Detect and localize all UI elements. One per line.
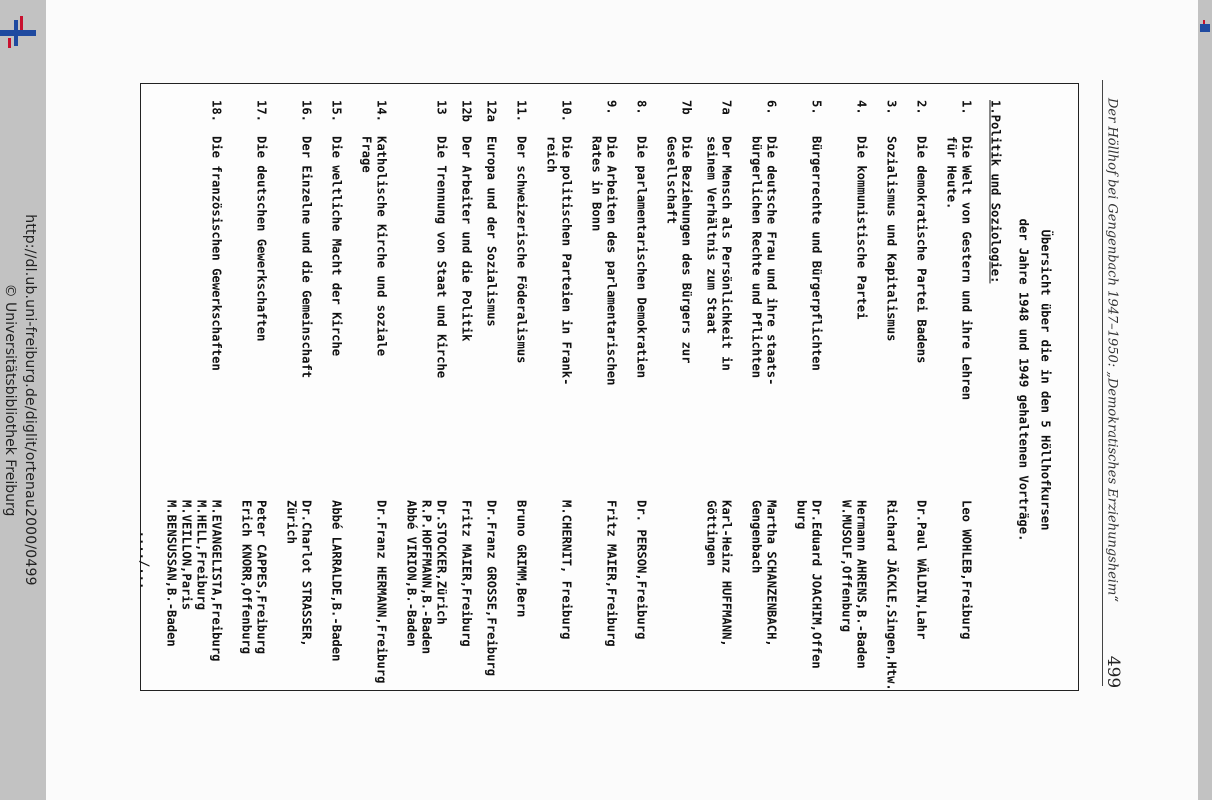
topic-line: Die parlamentarischen Demokratien — [634, 136, 648, 379]
entry-speakers — [703, 500, 733, 660]
speaker-line: Dr.Eduard JOACHIM,Offen — [809, 500, 823, 669]
speaker-line: Bruno GRIMM,Bern — [514, 500, 528, 618]
topic-line: Die demokratische Partei Badens — [914, 136, 928, 364]
entry-speakers — [588, 500, 618, 660]
entry-speakers — [913, 500, 928, 660]
entry-speakers — [943, 500, 973, 660]
speaker-line: Martha SCHANZENBACH, — [764, 500, 778, 647]
speaker-line: Dr.Franz GROSSE,Freiburg — [484, 500, 498, 677]
entry-topic — [358, 136, 388, 500]
entry-number: 10. — [559, 100, 573, 123]
entry-topic — [513, 136, 528, 500]
entry-topic — [663, 136, 693, 500]
entry-topic — [403, 136, 448, 500]
typescript-content — [137, 84, 1078, 691]
entry-speakers — [748, 500, 778, 660]
topic-line: Sozialismus und Kapitalismus — [884, 136, 898, 342]
entry-number: 12b — [459, 100, 473, 123]
entry-speakers — [283, 500, 313, 660]
speaker-line: Fritz MAIER,Freiburg — [604, 500, 618, 647]
topic-line: Die französischen Gewerkschaften — [209, 136, 223, 371]
topic-line: Bürgerrechte und Bürgerpflichten — [809, 136, 823, 371]
speaker-line: Richard JÄCKLE,Singen,Htw. — [884, 500, 898, 691]
document-title — [1012, 100, 1056, 660]
topic-line: Gesellschaft — [664, 136, 678, 225]
topic-line: Der schweizerische Föderalismus — [514, 136, 528, 364]
document-url[interactable]: http://dl.ub.uni-freiburg.de/diglit/ortenau2000/0499 — [22, 214, 38, 586]
entry-number: 4. — [854, 100, 868, 115]
lecture-entry — [483, 100, 498, 677]
speaker-line: M.CHERNIT, Freiburg — [559, 500, 573, 640]
entry-speakers — [238, 500, 268, 660]
copyright-note: © Universitätsbibliothek Freiburg — [2, 283, 18, 517]
page-number: 499 — [1103, 655, 1123, 689]
entry-number: 3. — [884, 100, 898, 115]
speaker-line: Erich KNORR,Offenburg — [239, 500, 253, 655]
library-logo-small-icon — [1200, 20, 1210, 36]
lecture-entry — [543, 100, 573, 660]
topic-line: Der Einzelne und die Gemeinschaft — [299, 136, 313, 379]
entry-topic — [588, 136, 618, 500]
lecture-entry — [913, 100, 928, 660]
lecture-entry — [633, 100, 648, 660]
speaker-line: Dr.Paul WÄLDIN,Lahr — [914, 500, 928, 640]
speaker-line: M.VEILLON,Paris — [179, 500, 193, 611]
entry-number: 13 — [434, 100, 448, 115]
topic-line: Katholische Kirche und soziale — [374, 136, 388, 357]
viewer-right-strip — [1198, 0, 1212, 800]
lecture-entry — [588, 100, 618, 660]
speaker-line: M.EVANGELISTA,Freiburg — [209, 500, 223, 662]
entry-number: 18. — [209, 100, 223, 123]
entry-speakers — [163, 500, 223, 661]
topic-line: Die Arbeiten des parlamentarischen — [604, 136, 618, 386]
topic-line: für Heute. — [944, 136, 958, 210]
speaker-line: Abbé VIRION,B.-Baden — [404, 500, 418, 647]
lecture-entry — [703, 100, 733, 660]
lecture-entry — [838, 100, 868, 669]
lecture-entry — [748, 100, 778, 660]
entry-number: 1. — [959, 100, 973, 115]
entry-number: 9. — [604, 100, 618, 115]
entry-topic — [458, 136, 473, 500]
speaker-line: Dr.Franz HERMANN,Freiburg — [374, 500, 388, 684]
topic-line: Die deutschen Gewerkschaften — [254, 136, 268, 342]
speaker-line: M.HELL,Freiburg — [194, 500, 208, 611]
lecture-entry — [663, 100, 693, 660]
entry-speakers — [633, 500, 648, 660]
lecture-entry — [403, 100, 448, 660]
entry-speakers — [543, 500, 573, 660]
lecture-entry — [283, 100, 313, 660]
entry-speakers — [358, 500, 388, 683]
entry-topic — [748, 136, 778, 500]
lecture-list — [163, 100, 973, 691]
speaker-line: Göttingen — [704, 500, 718, 567]
title-line-2: der Jahre 1948 und 1949 gehaltenen Vorträge. — [1016, 218, 1030, 542]
topic-line: Der Arbeiter und die Politik — [459, 136, 473, 342]
entry-number: 7b — [679, 100, 693, 115]
entry-topic — [238, 136, 268, 500]
entry-speakers — [663, 500, 693, 660]
entry-speakers — [883, 500, 898, 691]
lecture-entry — [238, 100, 268, 660]
entry-topic — [913, 136, 928, 500]
entry-topic — [943, 136, 973, 500]
topic-line: Frage — [359, 136, 373, 173]
topic-line: bürgerlichen Rechte und Pflichten — [749, 136, 763, 379]
lecture-entry — [513, 100, 528, 660]
topic-line: Europa und der Sozialismus — [484, 136, 498, 327]
entry-topic — [793, 136, 823, 500]
entry-number: 5. — [809, 100, 823, 115]
entry-topic — [883, 136, 898, 500]
topic-line: reich — [544, 136, 558, 173]
speaker-line: Leo WOHLEB,Freiburg — [959, 500, 973, 640]
library-logo-icon — [0, 16, 36, 52]
lecture-entry — [328, 100, 343, 660]
speaker-line: Dr.STOCKER,Zürich — [434, 500, 448, 625]
entry-topic — [838, 136, 868, 500]
topic-line: Die weltliche Macht der Kirche — [329, 136, 343, 357]
section-heading: 1.Politik und Soziologie: — [988, 100, 1002, 284]
speaker-line: Dr.Charlot STRASSER, — [299, 500, 313, 647]
entry-number: 7a — [719, 100, 733, 115]
entry-speakers — [403, 500, 448, 660]
speaker-line: Dr. PERSON,Freiburg — [634, 500, 648, 640]
entry-number: 14. — [374, 100, 388, 123]
speaker-line: Abbé LARRALDE,B.-Baden — [329, 500, 343, 662]
entry-number: 8. — [634, 100, 648, 115]
lecture-entry — [458, 100, 473, 660]
speaker-line: Gengenbach — [749, 500, 763, 574]
entry-topic — [483, 136, 498, 500]
topic-line: Die Beziehungen des Bürgers zur — [679, 136, 693, 364]
lecture-entry — [883, 100, 898, 691]
entry-speakers — [793, 500, 823, 669]
topic-line: Der Mensch als Persönlichkeit in — [719, 136, 733, 371]
topic-line: Die politischen Parteien in Frank- — [559, 136, 573, 386]
entry-speakers — [838, 500, 868, 669]
speaker-line: burg — [794, 500, 808, 530]
topic-line: Die deutsche Frau und ihre staats- — [764, 136, 778, 386]
entry-speakers — [483, 500, 498, 676]
entry-topic — [163, 136, 223, 500]
entry-topic — [703, 136, 733, 500]
topic-line: Die Trennung von Staat und Kirche — [434, 136, 448, 379]
running-head: Der Höllhof bei Gengenbach 1947–1950: „Demokratisches Erziehungsheim“ — [1104, 97, 1120, 603]
entry-number: 17. — [254, 100, 268, 123]
speaker-line: Fritz MAIER,Freiburg — [459, 500, 473, 647]
running-head-rule — [1102, 80, 1103, 686]
speaker-line: M.BENSUSSAN,B.-Baden — [164, 500, 178, 647]
speaker-line: Zürich — [284, 500, 298, 545]
topic-line: seinem Verhältnis zum Staat — [704, 136, 718, 335]
entry-topic — [633, 136, 648, 500]
lecture-entry — [163, 100, 223, 660]
speaker-line: Peter CAPPES,Freiburg — [254, 500, 268, 655]
lecture-entry — [943, 100, 973, 660]
speaker-line: Karl-Heinz HUFFMANN, — [719, 500, 733, 647]
topic-line: Die kommunistische Partei — [854, 136, 868, 320]
entry-number: 6. — [764, 100, 778, 115]
entry-number: 15. — [329, 100, 343, 123]
typescript-document — [137, 83, 1079, 691]
title-line-1: Übersicht über die in den 5 Höllhofkursen — [1038, 229, 1052, 531]
topic-line: Die Welt von Gestern und ihre Lehren — [959, 136, 973, 401]
topic-line: Rates in Bonn — [589, 136, 603, 232]
entry-speakers — [513, 500, 528, 660]
speaker-line: Hermann AHRENS,B.-Baden — [854, 500, 868, 669]
entry-number: 12a — [484, 100, 498, 123]
speaker-line: W.MUSOLF,Offenburg — [839, 500, 853, 633]
entry-number: 11. — [514, 100, 528, 123]
entry-speakers — [328, 500, 343, 661]
continuation-mark: ..../... — [137, 530, 151, 590]
lecture-entry — [358, 100, 388, 684]
viewer-left-strip — [0, 0, 46, 800]
entry-topic — [328, 136, 343, 500]
speaker-line: R.P.HOFFMANN,B.-Baden — [419, 500, 433, 655]
entry-topic — [543, 136, 573, 500]
entry-number: 16. — [299, 100, 313, 123]
entry-speakers — [458, 500, 473, 660]
lecture-entry — [793, 100, 823, 669]
entry-topic — [283, 136, 313, 500]
entry-number: 2. — [914, 100, 928, 115]
